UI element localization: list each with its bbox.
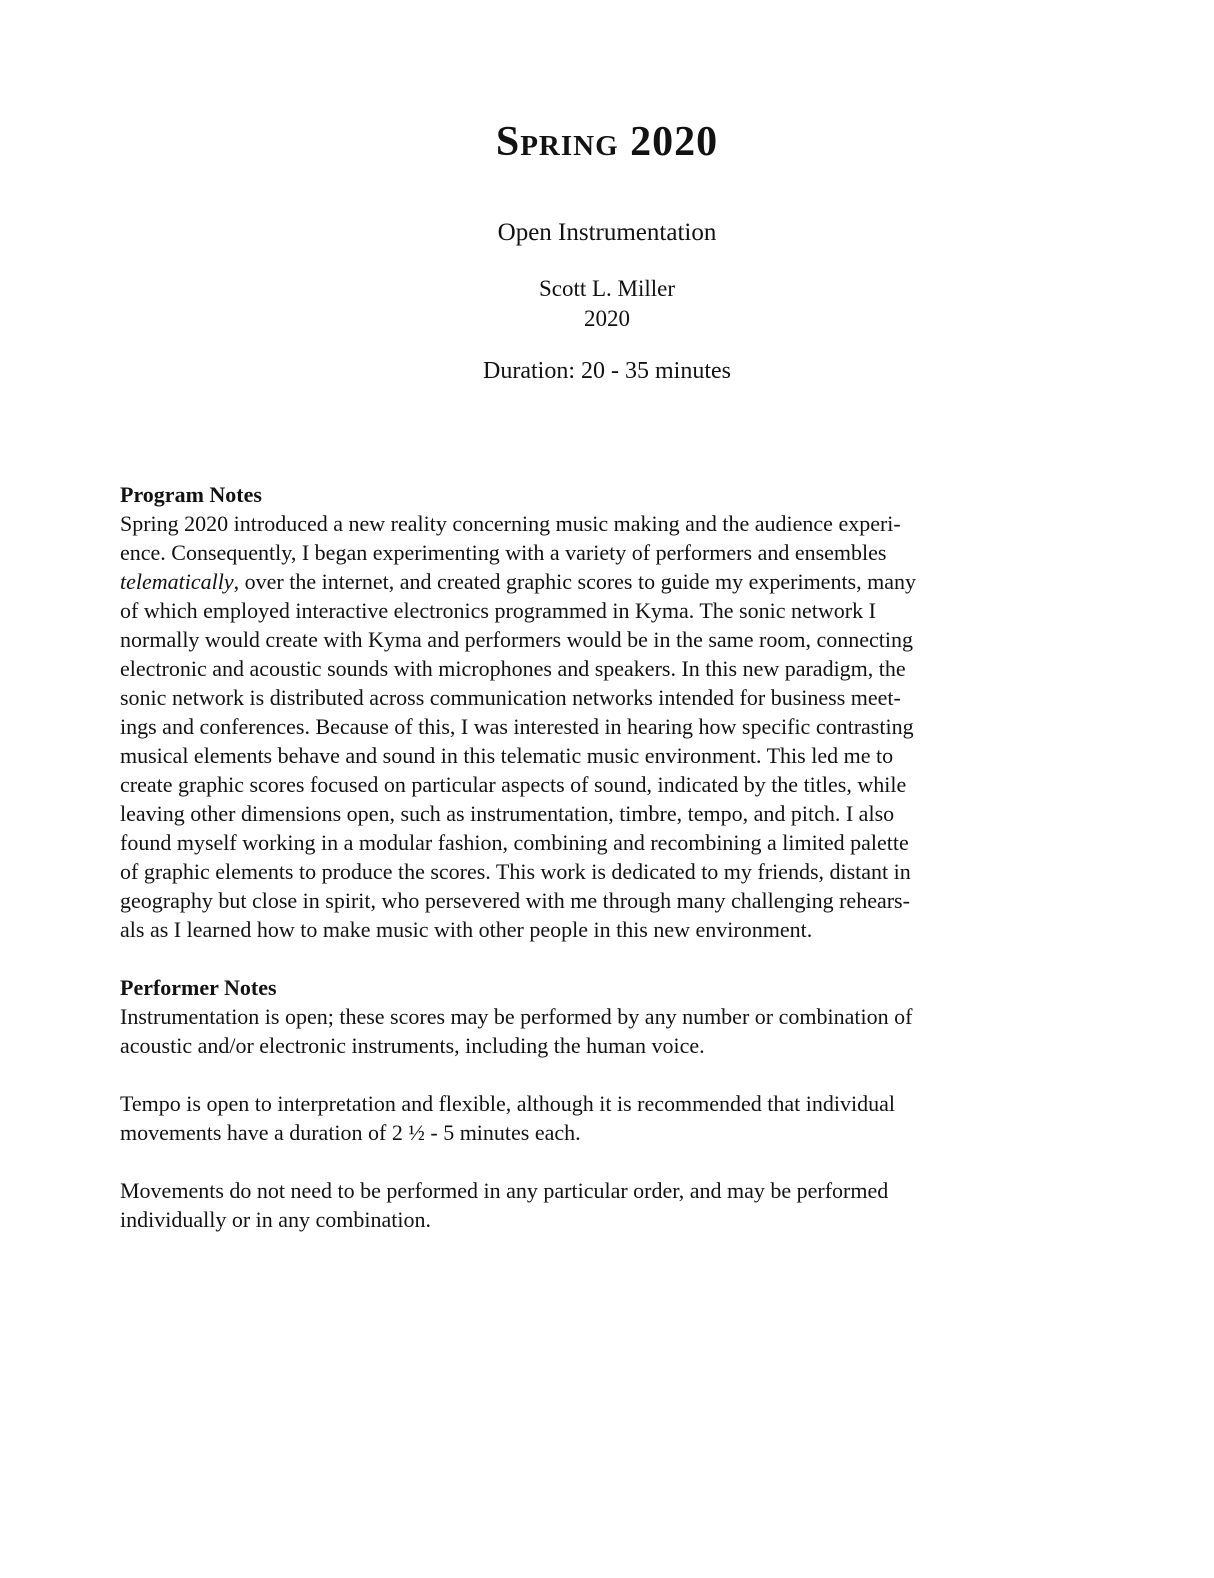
duration-line: Duration: 20 - 35 minutes xyxy=(483,358,731,384)
performer-notes-heading: Performer Notes xyxy=(120,975,277,1000)
document-header xyxy=(0,0,1214,386)
document-body xyxy=(120,480,1100,1234)
byline xyxy=(0,274,1214,334)
performer-notes-paragraph-3: Movements do not need to be performed in any particular order, and may be performed individually or in any combination. xyxy=(120,1178,889,1232)
composition-year: 2020 xyxy=(584,306,630,331)
piece-title: Spring 2020 xyxy=(495,119,719,165)
program-notes-paragraph: Spring 2020 introduced a new reality concerning music making and the audience experi- ence. Consequently, I began experimenting with a variety of performers and ensembles telematically, over the internet, and created graphic scores to guide my experiments, many of which employed interactive electronics programmed in Kyma. The sonic network I normally would create with Kyma and performers would be in the same room, connecting electronic and acoustic sounds with microphones and speakers. In this new paradigm, the sonic network is distributed across communication networks intended for business meet- ings and conferences. Because of this, I was interested in hearing how specific contrasting musical elements behave and sound in this telematic music environment. This led me to create graphic scores focused on particular aspects of sound, indicated by the titles, while leaving other dimensions open, such as instrumentation, timbre, tempo, and pitch. I also found myself working in a modular fashion, combining and recombining a limited palette of graphic elements to produce the scores. This work is dedicated to my friends, distant in geography but close in spirit, who persevered with me through many challenging rehears- als as I learned how to make music with other people in this new environment. xyxy=(120,511,916,942)
composer-name: Scott L. Miller xyxy=(538,276,676,301)
program-notes-section xyxy=(120,480,1100,944)
piece-subtitle: Open Instrumentation xyxy=(497,219,717,246)
performer-notes-section xyxy=(120,973,1100,1234)
program-notes-heading: Program Notes xyxy=(120,482,262,507)
performer-notes-paragraph-2: Tempo is open to interpretation and flexible, although it is recommended that individual movements have a duration of 2 ½ - 5 minutes each. xyxy=(120,1091,895,1145)
performer-notes-paragraph-1: Instrumentation is open; these scores may be performed by any number or combination of acoustic and/or electronic instruments, including the human voice. xyxy=(120,1004,913,1058)
